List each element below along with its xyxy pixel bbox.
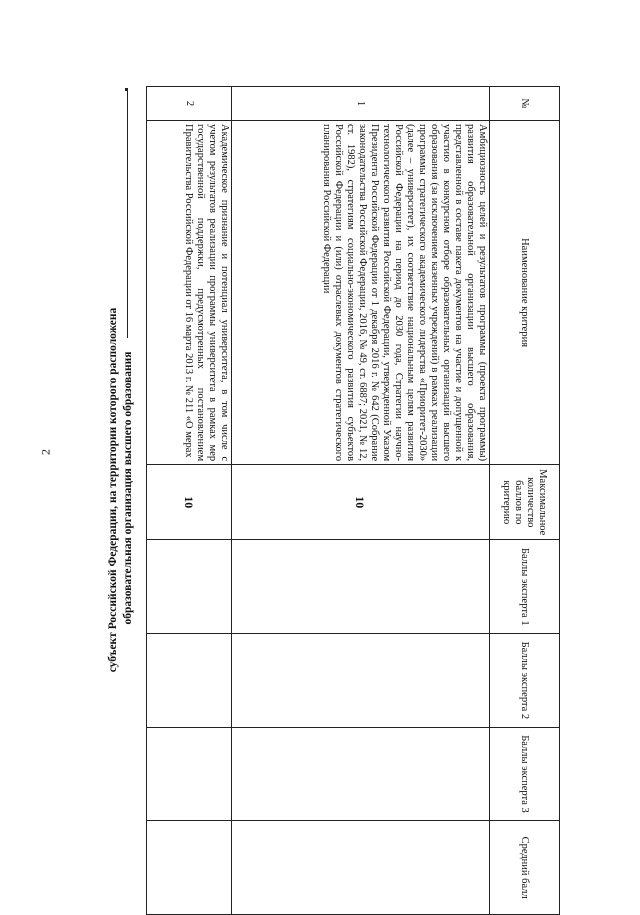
criterion-name: Академическое признание и потенциал университета, в том числе с учетом результатов реализации программы университета в рамках мер государственной поддержки, предусмотренных постановлением Правительства Российской Федерации от 16 марта 2013 г. № 211 «О мерах	[147, 121, 232, 465]
expert1-score	[147, 540, 232, 634]
max-score: 10	[232, 465, 490, 540]
expert3-score	[232, 727, 490, 821]
average-score	[232, 821, 490, 915]
max-score: 10	[147, 465, 232, 540]
underline-end-mark	[125, 88, 128, 91]
criteria-table	[146, 86, 560, 915]
criteria-table-container	[146, 86, 560, 915]
average-score	[147, 821, 232, 915]
table-header-row	[490, 87, 560, 915]
expert2-score	[232, 634, 490, 728]
expert3-score	[147, 727, 232, 821]
header-expert1: Баллы эксперта 1	[490, 540, 560, 634]
header-criterion-name: Наименование критерия	[490, 121, 560, 465]
expert1-score	[232, 540, 490, 634]
fill-in-underline	[127, 90, 128, 338]
header-expert2: Баллы эксперта 2	[490, 634, 560, 728]
expert2-score	[147, 634, 232, 728]
subject-heading: субъект Российской Федерации, на территории которого расположена	[107, 307, 119, 673]
row-number: 1	[232, 87, 490, 121]
header-max-score: Максимальное количество баллов по критерию	[490, 465, 560, 540]
header-expert3: Баллы эксперта 3	[490, 727, 560, 821]
header-number: №	[490, 87, 560, 121]
table-row	[147, 87, 232, 915]
organization-heading: образовательная организация высшего образования	[122, 351, 134, 625]
row-number: 2	[147, 87, 232, 121]
header-average: Средний балл	[490, 821, 560, 915]
page-number: 2	[38, 449, 53, 455]
criterion-name: Амбициозность целей и результатов программы (проекта программы) развития образовательной организации высшего образования, представленной в составе пакета документов на участие и допущенной к участию в конкурсном отборе образовательных организаций высшего образования (за исключением казенных учреждений) в рамках реализации программы стратегического академического лидерства «Приоритет-2030» (далее – университет), их соответствие национальным целям развития Российской Федерации на период до 2030 года, Стратегии научно-технологического развития Российской Федерации, утвержденной Указом Президента Российской Федерации от 1 декабря 2016 г. № 642 (Собрание законодательства Российской Федерации, 2016, № 49, ст. 6887; 2021, № 12, ст. 1982), стратегиям социально-экономического развития субъектов Российской Федерации и (или) отраслевых документов стратегического планирования Российской Федерации	[232, 121, 490, 465]
table-row	[232, 87, 490, 915]
